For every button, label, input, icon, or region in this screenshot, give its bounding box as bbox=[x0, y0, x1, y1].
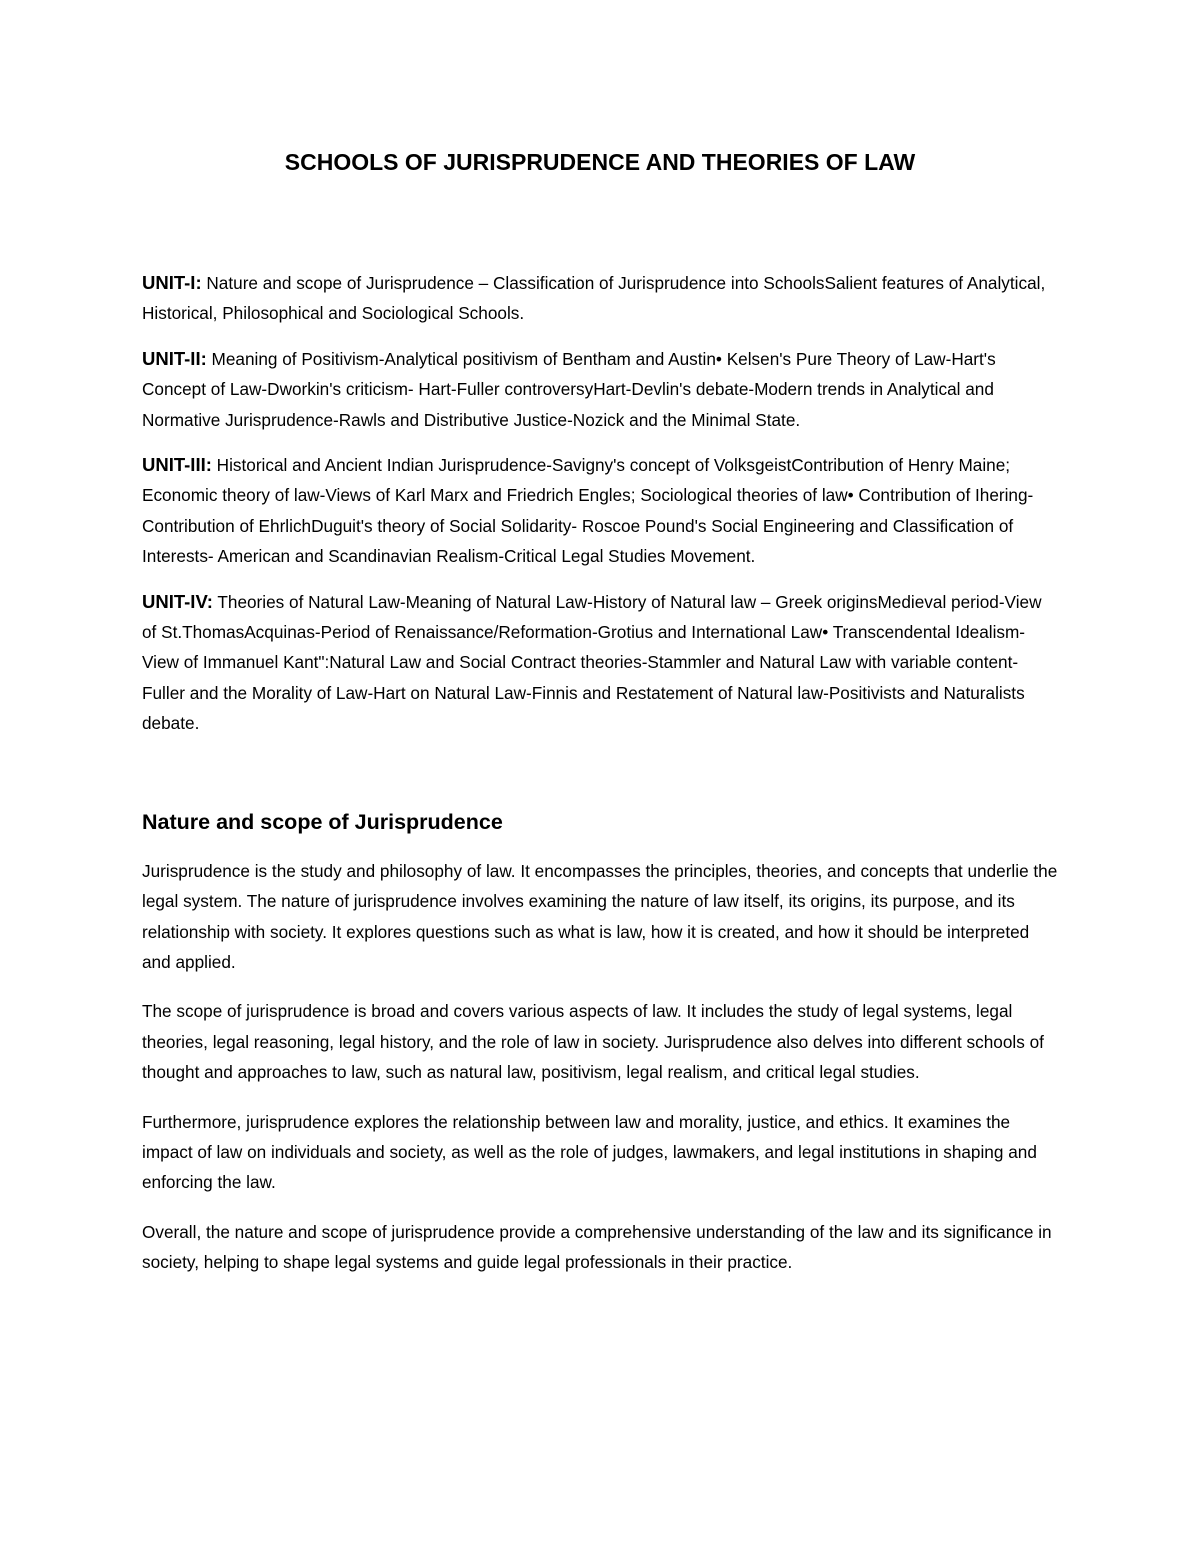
unit-1-label: UNIT-I: bbox=[142, 272, 202, 293]
unit-4-text: Theories of Natural Law-Meaning of Natural Law-History of Natural law – Greek originsMedieval period-View of St.ThomasAcquinas-Period of Renaissance/Reformation-Grotius and International Law• Transcendental Idealism-View of Immanuel Kant":Natural Law and Social Contract theories-Stammler and Natural Law with variable content-Fuller and the Morality of Law-Hart on Natural Law-Finnis and Restatement of Natural law-Positivists and Naturalists debate. bbox=[142, 591, 1042, 734]
unit-1-paragraph bbox=[142, 268, 1060, 329]
body-paragraph-4: Overall, the nature and scope of jurisprudence provide a comprehensive understanding of the law and its significance in society, helping to shape legal systems and guide legal professionals in their practice. bbox=[142, 1221, 1052, 1273]
document-body bbox=[142, 268, 1060, 1297]
unit-2-label: UNIT-II: bbox=[142, 347, 207, 369]
body-paragraph-3: Furthermore, jurisprudence explores the relationship between law and morality, justice, and ethics. It examines the impact of law on individuals and society, as well as the role of judges, lawmakers, and legal institutions in shaping and enforcing the law. bbox=[142, 1111, 1037, 1193]
unit-3-text: Historical and Ancient Indian Jurisprudence-Savigny's concept of VolksgeistContribution of Henry Maine; Economic theory of law-Views of Karl Marx and Friedrich Engles; Sociological theories of law• Contribution of Ihering-Contribution of EhrlichDuguit's theory of Social Solidarity- Roscoe Pound's Social Engineering and Classification of Interests- American and Scandinavian Realism-Critical Legal Studies Movement. bbox=[142, 455, 1034, 567]
unit-4-label: UNIT-IV: bbox=[142, 590, 213, 612]
unit-2-paragraph bbox=[142, 344, 1060, 435]
unit-2-text: Meaning of Positivism-Analytical positivism of Bentham and Austin• Kelsen's Pure Theory of Law-Hart's Concept of Law-Dworkin's criticism- Hart-Fuller controversyHart-Devlin's debate-Modern trends in Analytical and Normative Jurisprudence-Rawls and Distributive Justice-Nozick and the Minimal State. bbox=[142, 348, 996, 430]
body-paragraph-2: The scope of jurisprudence is broad and covers various aspects of law. It includes the study of legal systems, legal theories, legal reasoning, legal history, and the role of law in society. Jurisprudence also delves into different schools of thought and approaches to law, such as natural law, positivism, legal realism, and critical legal studies. bbox=[142, 1001, 1044, 1083]
document-title: SCHOOLS OF JURISPRUDENCE AND THEORIES OF LAW bbox=[284, 149, 916, 175]
unit-3-label: UNIT-III: bbox=[142, 454, 212, 476]
unit-3-paragraph bbox=[142, 450, 1060, 572]
section-heading: Nature and scope of Jurisprudence bbox=[142, 809, 503, 834]
body-paragraph-1: Jurisprudence is the study and philosophy of law. It encompasses the principles, theories, and concepts that underlie the legal system. The nature of jurisprudence involves examining the nature of law itself, its origins, its purpose, and its relationship with society. It explores questions such as what is law, how it is created, and how it should be interpreted and applied. bbox=[142, 860, 1058, 972]
unit-4-paragraph bbox=[142, 587, 1060, 739]
unit-1-text: Nature and scope of Jurisprudence – Classification of Jurisprudence into SchoolsSalient features of Analytical, Historical, Philosophical and Sociological Schools. bbox=[142, 273, 1046, 324]
